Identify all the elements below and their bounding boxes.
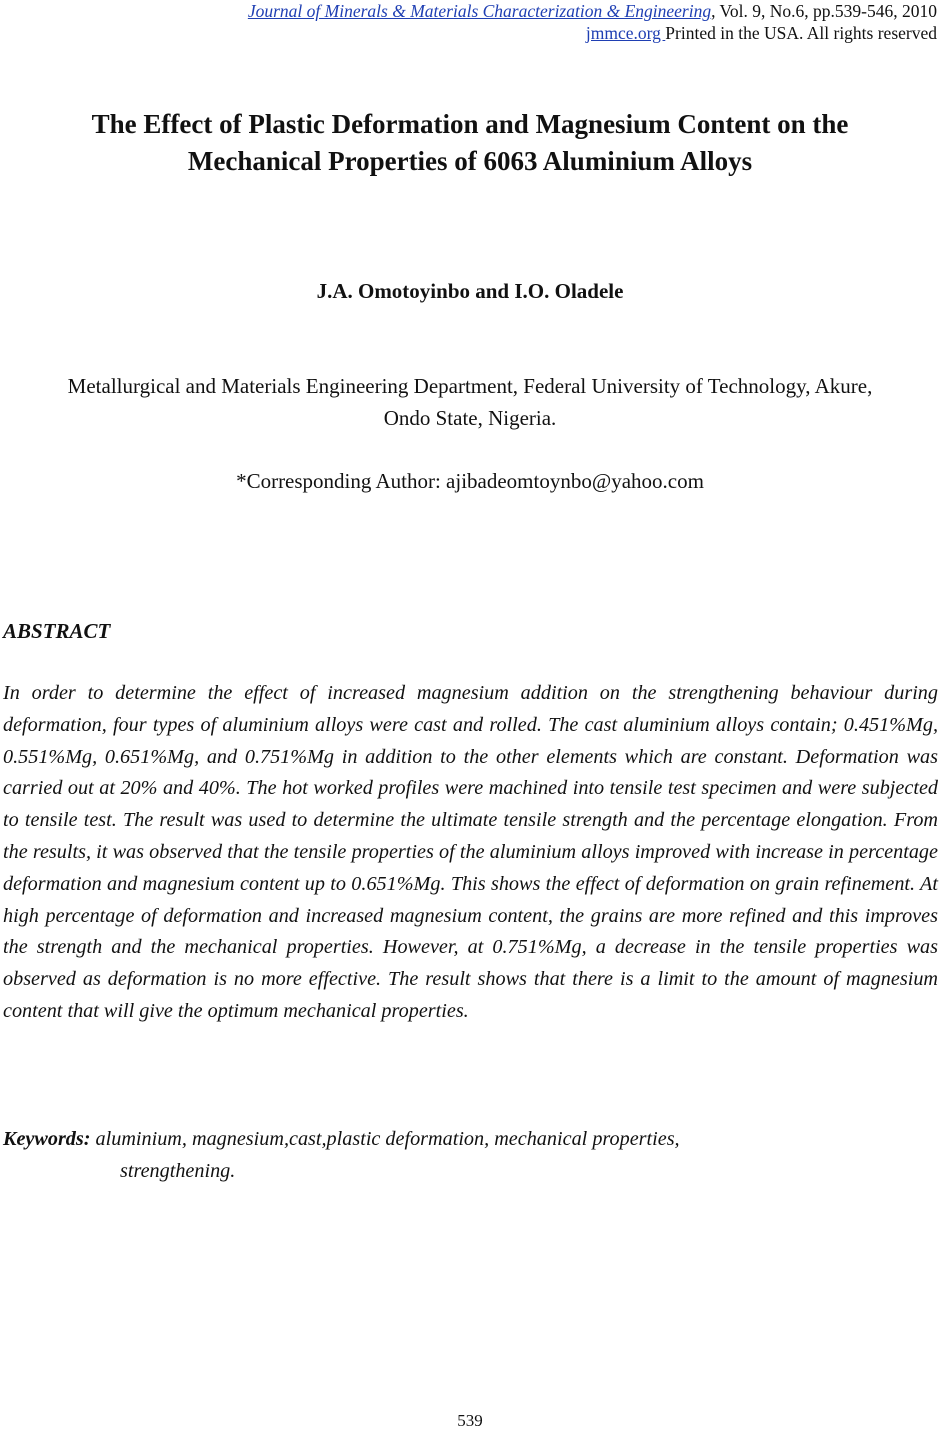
rights-line xyxy=(17,22,937,44)
keywords xyxy=(3,1123,933,1187)
abstract-heading: ABSTRACT xyxy=(3,619,111,643)
affiliation-line-1: Metallurgical and Materials Engineering Department, Federal University of Technology, Akure, xyxy=(67,374,873,398)
abstract-body: In order to determine the effect of increased magnesium addition on the strengthening behaviour during deformation, four types of aluminium alloys were cast and rolled. The cast aluminium alloys contain; 0.451%Mg, 0.551%Mg, 0.651%Mg, and 0.751%Mg in addition to the other elements which are constant. Deformation was carried out at 20% and 40%. The hot worked profiles were machined into tensile test specimen and were subjected to tensile test. The result was used to determine the ultimate tensile strength and the percentage elongation. From the results, it was observed that the tensile properties of the aluminium alloys improved with increase in percentage deformation and magnesium content up to 0.651%Mg. This shows the effect of deformation on grain refinement. At high percentage of deformation and increased magnesium content, the grains are more refined and this improves the strength and the mechanical properties. However, at 0.751%Mg, a decrease in the tensile properties was observed as deformation is no more effective. The result shows that there is a limit to the amount of magnesium content that will give the optimum mechanical properties. xyxy=(3,682,938,1022)
keywords-line-2: strengthening. xyxy=(120,1160,236,1182)
site-link[interactable]: jmmce.org xyxy=(585,23,666,43)
keywords-line-1: aluminium, magnesium,cast,plastic deformation, mechanical properties, xyxy=(90,1128,680,1150)
authors: J.A. Omotoyinbo and I.O. Oladele xyxy=(316,279,624,303)
citation-text: , Vol. 9, No.6, pp.539-546, 2010 xyxy=(711,1,937,21)
title-line-1: The Effect of Plastic Deformation and Magnesium Content on the xyxy=(91,109,849,139)
page-number: 539 xyxy=(457,1411,483,1430)
journal-header xyxy=(17,0,937,44)
journal-link[interactable]: Journal of Minerals & Materials Characterization & Engineering xyxy=(247,1,712,21)
affiliation-line-2: Ondo State, Nigeria. xyxy=(383,406,557,430)
paper-title xyxy=(0,106,940,180)
citation-line xyxy=(17,0,937,22)
corresponding-author: *Corresponding Author: ajibadeomtoynbo@yahoo.com xyxy=(236,469,704,493)
affiliation xyxy=(0,370,940,434)
rights-text: Printed in the USA. All rights reserved xyxy=(665,23,937,43)
title-line-2: Mechanical Properties of 6063 Aluminium Alloys xyxy=(187,146,753,176)
keywords-label: Keywords: xyxy=(3,1128,91,1150)
